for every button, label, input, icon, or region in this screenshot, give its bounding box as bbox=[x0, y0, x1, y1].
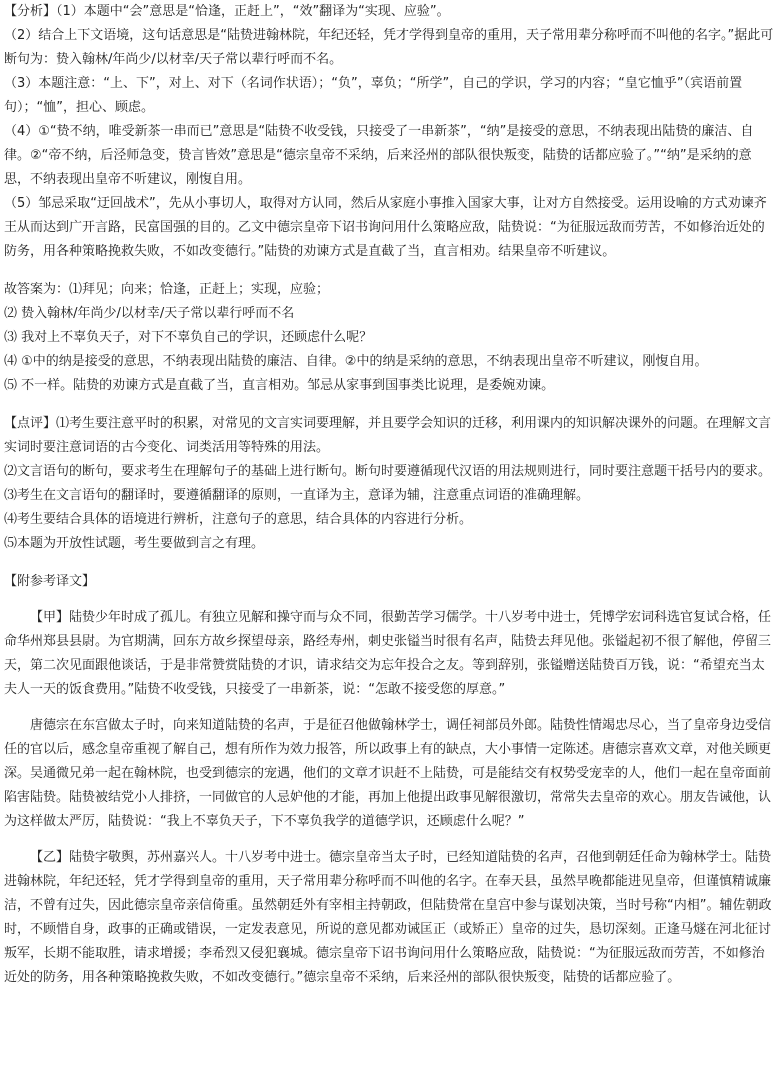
answer-5: ⑸ 不一样。陆贽的劝谏方式是直截了当，直言相劝。邹忌从家事到国事类比说理，是委婉劝谏。 bbox=[4, 378, 555, 393]
spacer bbox=[4, 398, 776, 412]
answer-1: 故答案为：⑴拜见；向来；恰逢，正赶上；实现，应验； bbox=[4, 282, 330, 297]
comment-5: ⑸本题为开放性试题，考生要做到言之有理。 bbox=[4, 536, 265, 551]
comment-1: 【点评】⑴考生要注意平时的积累，对常见的文言实词要理解，并且要学会知识的迁移，利用课内的知识解决课外的问题。在理解文言实词时要注意词语的古今变化、词类活用等特殊的用法。 bbox=[4, 416, 772, 455]
comment-3: ⑶考生在文言语句的翻译时，要遵循翻译的原则，一直译为主，意译为辅，注意重点词语的准确理解。 bbox=[4, 488, 590, 503]
analysis-item-4: （4）①“贽不纳，唯受新茶一串而已”意思是“陆贽不收受钱，只接受了一串新茶”，“纳”是接受的意思，不纳表现出陆贽的廉洁、自律。②“帝不纳，后泾师急变，贽言皆效”意思是“德宗皇帝不采纳，后来泾州的部队很快叛变，陆贽的话都应验了。”“纳”是采纳的意思，不纳表现出皇帝不听建议，刚愎自用。 bbox=[4, 124, 754, 187]
translation-jia-2: 唐德宗在东宫做太子时，向来知道陆贽的名声，于是征召他做翰林学士，调任祠部员外郎。陆贽性情竭忠尽心，当了皇帝身边受信任的官以后，感念皇帝重视了解自己，想有所作为效力报答，所以政事上有的缺点，大小事情一定陈述。唐德宗喜欢文章，对他关顾更深。吴通微兄弟一起在翰林院，也受到德宗的宠遇，他们的文章才识赶不上陆贽，可是能结交有权势受宠幸的人，他们一起在皇帝面前陷害陆贽。陆贽被结党小人排挤，一同做官的人忌妒他的才能，再加上他提出政事见解很激切，常常失去皇帝的欢心。朋友告诫他，认为这样做太严厉，陆贽说：“我上不辜负天子，下不辜负我学的道德学识，还顾虑什么呢？” bbox=[4, 718, 772, 829]
translation-section bbox=[4, 570, 776, 990]
translation-heading: 【附参考译文】 bbox=[4, 574, 96, 589]
answers-section bbox=[4, 278, 776, 398]
analysis-item-2: （2）结合上下文语境，这句话意思是“陆贽进翰林院，年纪还轻，凭才学得到皇帝的重用，天子常用辈分称呼而不叫他的名字。”据此可断句为：贽入翰林/年尚少/以材幸/天子常以辈行呼而不名。 bbox=[4, 28, 774, 67]
comment-2: ⑵文言语句的断句，要求考生在理解句子的基础上进行断句。断句时要遵循现代汉语的用法规则进行，同时要注意题干括号内的要求。 bbox=[4, 464, 772, 479]
answer-3: ⑶ 我对上不辜负天子，对下不辜负自己的学识，还顾虑什么呢？ bbox=[4, 330, 373, 345]
comments-section bbox=[4, 412, 776, 556]
answer-2: ⑵ 贽入翰林/年尚少/以材幸/天子常以辈行呼而不名 bbox=[4, 306, 295, 321]
analysis-section bbox=[4, 0, 776, 264]
spacer bbox=[4, 702, 776, 714]
answer-4: ⑷ ①中的纳是接受的意思，不纳表现出陆贽的廉洁、自律。②中的纳是采纳的意思，不纳表现出皇帝不听建议，刚愎自用。 bbox=[4, 354, 708, 369]
translation-yi: 【乙】陆贽字敬舆，苏州嘉兴人。十八岁考中进士。德宗皇帝当太子时，已经知道陆贽的名声，召他到朝廷任命为翰林学士。陆贽进翰林院，年纪还轻，凭才学得到皇帝的重用，天子常用辈分称呼而不叫他的名字。在奉天县，虽然早晚都能进见皇帝，但谨慎精诚廉洁，不曾有过失，因此德宗皇帝亲信倚重。虽然朝廷外有宰相主持朝政，但陆贽常在皇宫中参与谋划决策，当时号称“内相”。辅佐朝政时，不顾惜自身，政事的正确或错误，一定发表意见，所说的意见都劝诫匡正（或矫正）皇帝的过失，恳切深刻。正逢马燧在河北征讨叛军，长期不能取胜，请求增援；李希烈又侵犯襄城。德宗皇帝下诏书询问用什么策略应敌，陆贽说：“为征服远敌而劳苦，不如修治近处的防务，用各种策略挽救失败，不如改变德行。”德宗皇帝不采纳，后来泾州的部队很快叛变，陆贽的话都应验了。 bbox=[4, 850, 772, 985]
spacer bbox=[4, 556, 776, 570]
spacer bbox=[4, 264, 776, 278]
comment-4: ⑷考生要结合具体的语境进行辨析，注意句子的意思，结合具体的内容进行分析。 bbox=[4, 512, 473, 527]
spacer bbox=[4, 834, 776, 846]
translation-jia: 【甲】陆贽少年时成了孤儿。有独立见解和操守而与众不同，很勤苦学习儒学。十八岁考中进士，凭博学宏词科选官复试合格，任命华州郑县县尉。为官期满，回东方故乡探望母亲，路经寿州，刺史张镒当时很有名声，陆贽去拜见他。张镒起初不很了解他，停留三天，第二次见面跟他谈话，于是非常赞赏陆贽的才识，请求结交为忘年投合之友。等到辞别，张镒赠送陆贽百万钱，说：“希望充当太夫人一天的饭食费用。”陆贽不收受钱，只接受了一串新茶，说：“怎敢不接受您的厚意。” bbox=[4, 610, 772, 697]
analysis-item-3: （3）本题注意：“上、下”，对上、对下（名词作状语）；“负”，辜负；“所学”，自己的学识，学习的内容；“皇它恤乎”（宾语前置句）；“恤”，担心、顾虑。 bbox=[4, 76, 743, 115]
analysis-heading-para: 【分析】（1）本题中“会”意思是“恰逢，正赶上”，“效”翻译为“实现、应验”。 bbox=[4, 4, 450, 19]
spacer bbox=[4, 594, 776, 606]
analysis-item-5: （5）邹忌采取“迂回战术”，先从小事切人，取得对方认同，然后从家庭小事推入国家大事，让对方自然接受。运用设喻的方式劝谏齐王从而达到广开言路，民富国强的目的。乙文中德宗皇帝下诏书询问用什么策略应敌，陆贽说：“为征服远敌而劳苦，不如修治近处的防务，用各种策略挽救失败，不如改变德行。”陆贽的劝谏方式是直截了当，直言相劝。结果皇帝不听建议。 bbox=[4, 196, 767, 259]
